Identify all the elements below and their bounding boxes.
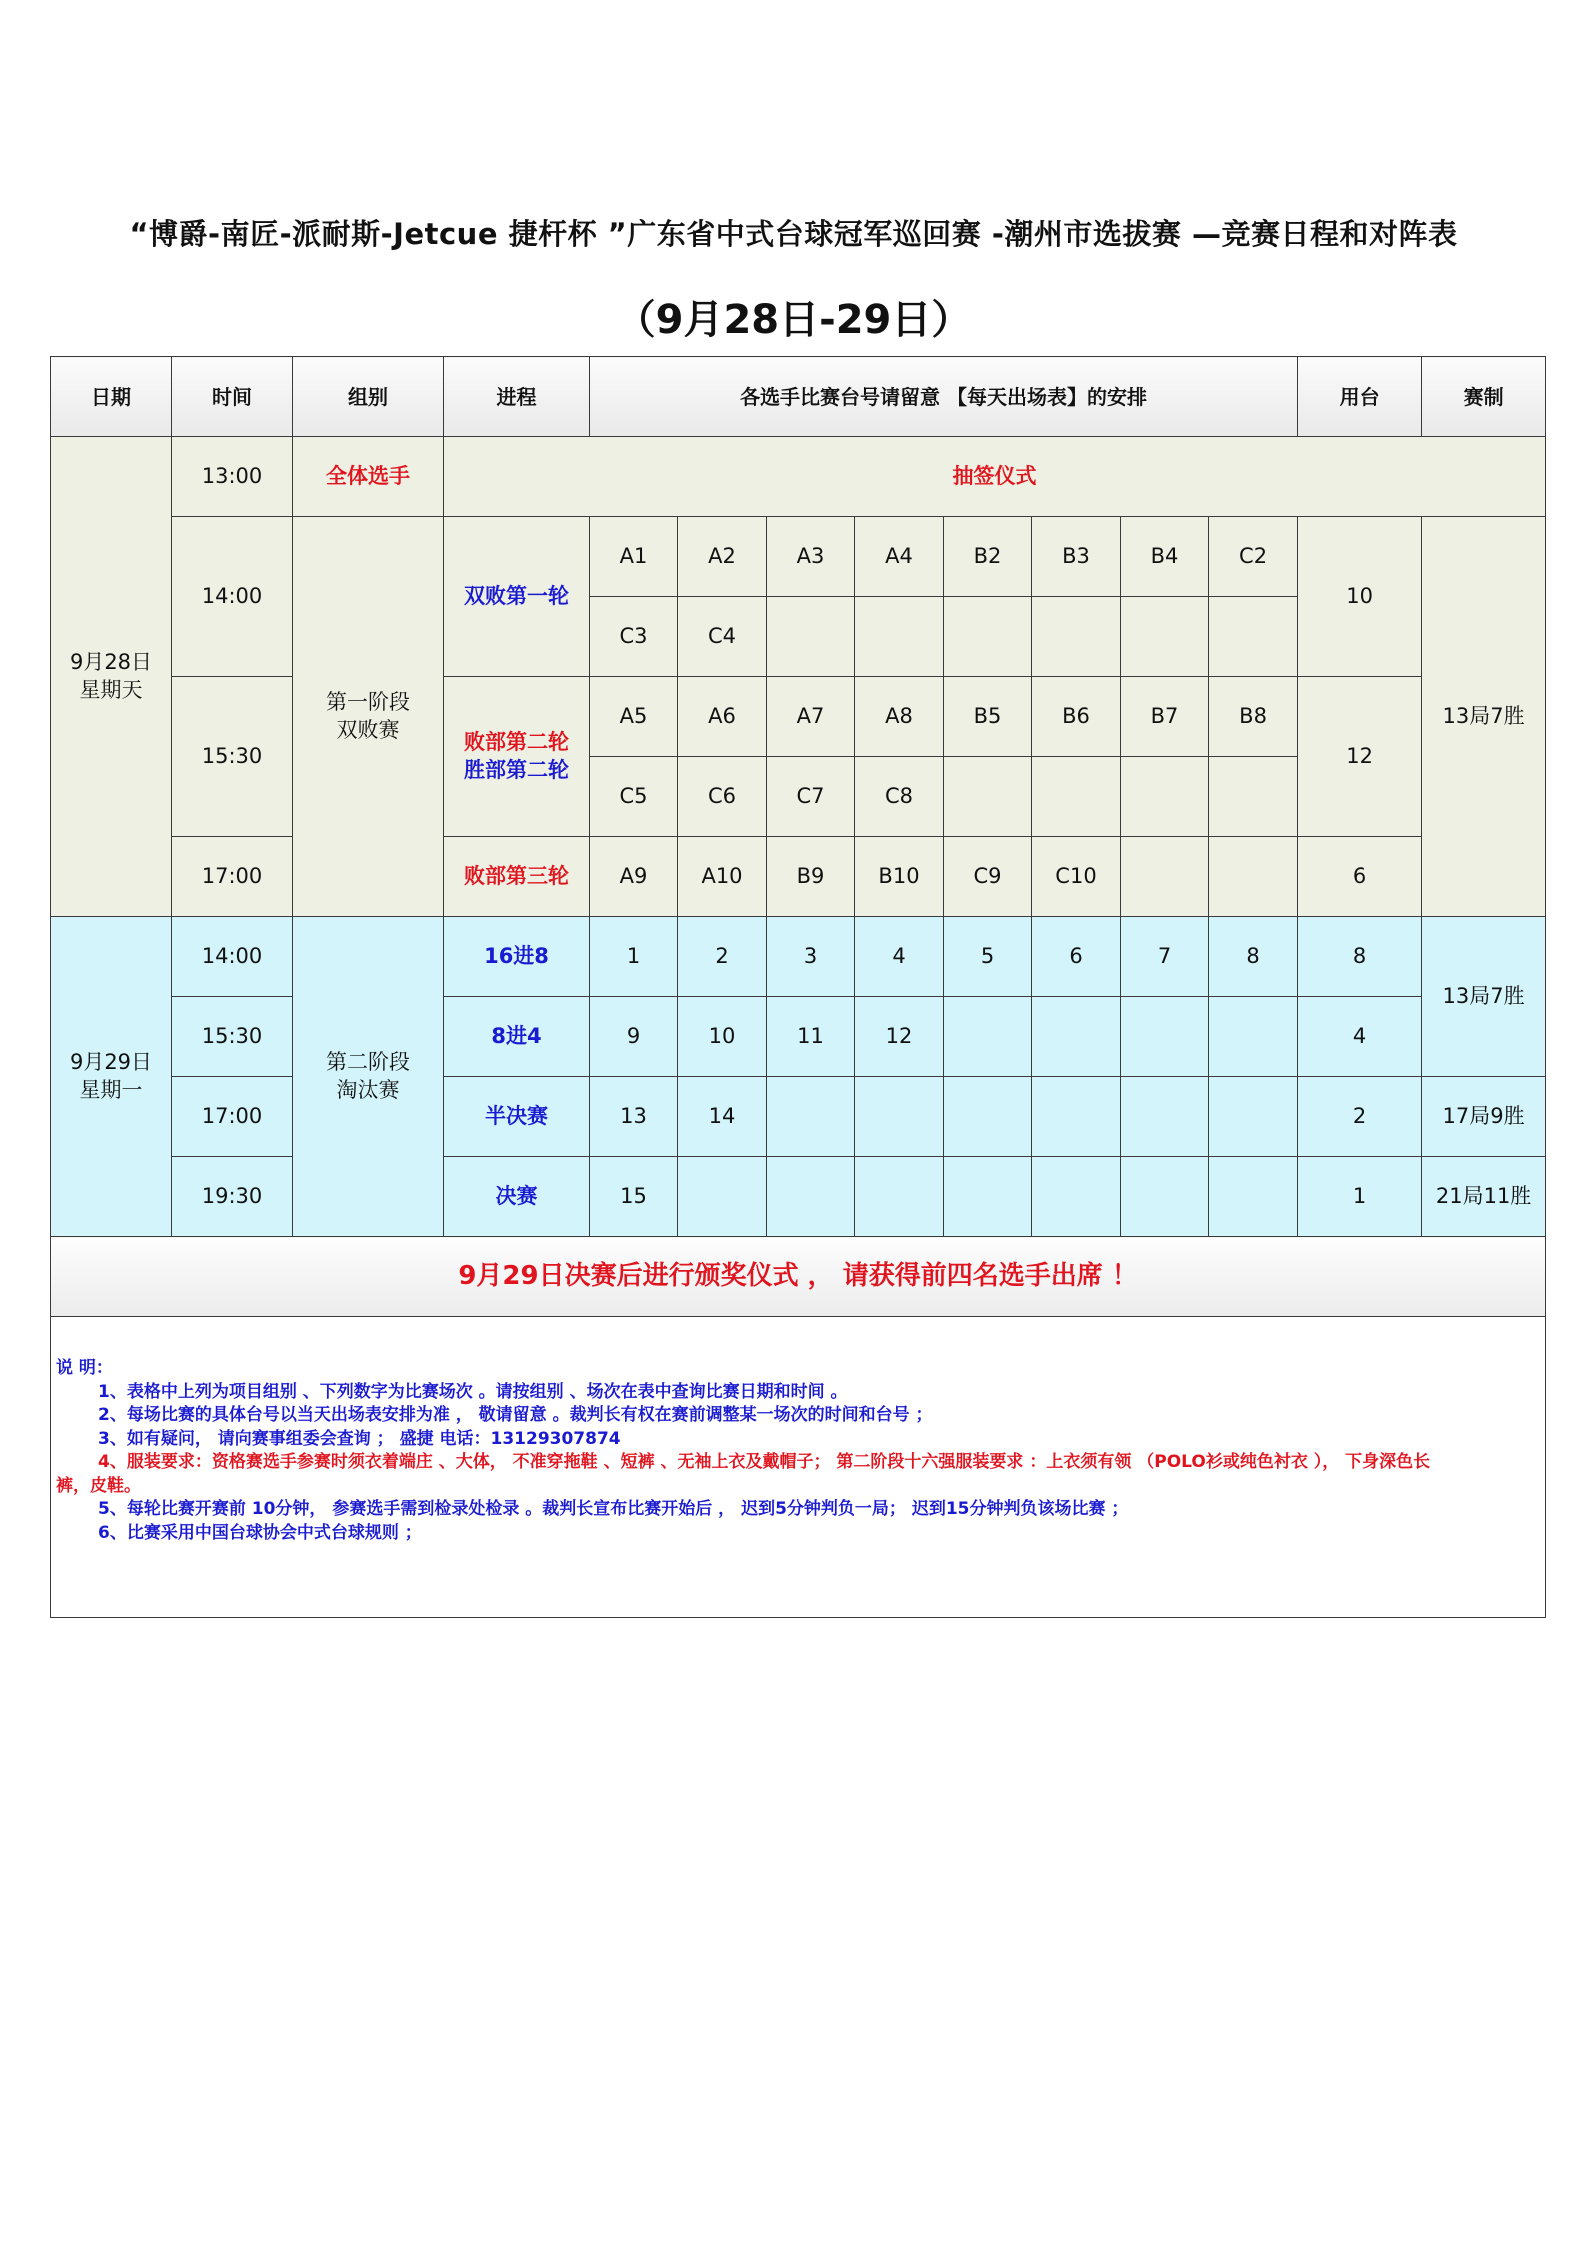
round-cell: 败部第三轮 bbox=[444, 837, 590, 917]
header-round: 进程 bbox=[444, 357, 590, 437]
match-cell: 12 bbox=[855, 997, 944, 1077]
time-cell: 13:00 bbox=[172, 437, 293, 517]
match-cell bbox=[1209, 837, 1298, 917]
time-cell: 15:30 bbox=[172, 677, 293, 837]
match-cell bbox=[1121, 597, 1209, 677]
match-cell bbox=[1121, 757, 1209, 837]
table-row bbox=[51, 1077, 1546, 1157]
match-cell: A6 bbox=[678, 677, 767, 757]
match-cell: B2 bbox=[944, 517, 1032, 597]
round-cell: 双败第一轮 bbox=[444, 517, 590, 677]
match-cell: A7 bbox=[767, 677, 855, 757]
table-row bbox=[51, 997, 1546, 1077]
match-cell bbox=[1121, 837, 1209, 917]
time-cell: 14:00 bbox=[172, 917, 293, 997]
match-cell: A10 bbox=[678, 837, 767, 917]
document-title: “博爵-南匠-派耐斯-Jetcue 捷杆杯 ”广东省中式台球冠军巡回赛 -潮州市选拔赛 —竞赛日程和对阵表 bbox=[129, 217, 1458, 251]
match-cell bbox=[944, 1157, 1032, 1237]
match-cell: 4 bbox=[855, 917, 944, 997]
header-date: 日期 bbox=[51, 357, 172, 437]
match-cell bbox=[767, 1157, 855, 1237]
match-cell: 14 bbox=[678, 1077, 767, 1157]
tables-used-cell: 8 bbox=[1298, 917, 1422, 997]
tables-used-cell: 6 bbox=[1298, 837, 1422, 917]
match-cell: A8 bbox=[855, 677, 944, 757]
match-cell bbox=[944, 757, 1032, 837]
match-cell: A1 bbox=[590, 517, 678, 597]
note-line-dress-code: 4、服装要求：资格赛选手参赛时须衣着端庄 、大体， 不准穿拖鞋 、短裤 、无袖上衣及戴帽子； 第二阶段十六强服装要求 ：上衣须有领 （POLO衫或纯色衬衣 ）， 下身深色长 bbox=[98, 1452, 1431, 1472]
match-cell bbox=[678, 1157, 767, 1237]
match-cell: A2 bbox=[678, 517, 767, 597]
format-cell: 13局7胜 bbox=[1422, 917, 1546, 1077]
round-label-winners: 胜部第二轮 bbox=[464, 757, 569, 782]
match-cell: 15 bbox=[590, 1157, 678, 1237]
match-cell: A5 bbox=[590, 677, 678, 757]
match-cell bbox=[767, 1077, 855, 1157]
format-cell: 13局7胜 bbox=[1422, 517, 1546, 917]
tables-used-cell: 4 bbox=[1298, 997, 1422, 1077]
stage1-name: 第一阶段 bbox=[326, 690, 410, 715]
match-cell: C7 bbox=[767, 757, 855, 837]
match-cell: B10 bbox=[855, 837, 944, 917]
match-cell: C9 bbox=[944, 837, 1032, 917]
match-cell: B5 bbox=[944, 677, 1032, 757]
match-cell: 11 bbox=[767, 997, 855, 1077]
note-line: 1、表格中上列为项目组别 、下列数字为比赛场次 。请按组别 、场次在表中查询比赛日期和时间 。 bbox=[98, 1381, 848, 1402]
tables-used-cell: 2 bbox=[1298, 1077, 1422, 1157]
time-cell: 19:30 bbox=[172, 1157, 293, 1237]
document-subtitle: （9月28日-29日） bbox=[615, 297, 972, 343]
notes-section bbox=[51, 1317, 1546, 1618]
header-tables-note: 各选手比赛台号请留意 【每天出场表】的安排 bbox=[590, 357, 1298, 437]
stage2-type: 淘汰赛 bbox=[336, 1077, 400, 1102]
match-cell: C4 bbox=[678, 597, 767, 677]
match-cell: 6 bbox=[1032, 917, 1121, 997]
notes-row bbox=[51, 1317, 1546, 1618]
match-cell: C6 bbox=[678, 757, 767, 837]
note-line: 3、如有疑问， 请向赛事组委会查询 ； 盛捷 电话：13129307874 bbox=[98, 1428, 621, 1449]
match-cell: B8 bbox=[1209, 677, 1298, 757]
round-label-losers: 败部第二轮 bbox=[464, 730, 569, 755]
header-row bbox=[51, 357, 1546, 437]
table-row bbox=[51, 917, 1546, 997]
match-cell bbox=[1209, 597, 1298, 677]
match-cell: 5 bbox=[944, 917, 1032, 997]
format-cell: 21局11胜 bbox=[1422, 1157, 1546, 1237]
day2-weekday: 星期一 bbox=[79, 1077, 143, 1102]
match-cell bbox=[855, 1157, 944, 1237]
match-cell: B7 bbox=[1121, 677, 1209, 757]
match-cell: C10 bbox=[1032, 837, 1121, 917]
note-line-dress-code-cont: 裤，皮鞋。 bbox=[56, 1475, 141, 1496]
match-cell bbox=[1032, 757, 1121, 837]
stage1-type: 双败赛 bbox=[336, 717, 400, 742]
time-cell: 17:00 bbox=[172, 1077, 293, 1157]
header-format: 赛制 bbox=[1422, 357, 1546, 437]
match-cell bbox=[855, 1077, 944, 1157]
match-cell: B3 bbox=[1032, 517, 1121, 597]
match-cell: C5 bbox=[590, 757, 678, 837]
draw-group: 全体选手 bbox=[293, 437, 444, 517]
time-cell: 14:00 bbox=[172, 517, 293, 677]
match-cell bbox=[1121, 1157, 1209, 1237]
match-cell: B6 bbox=[1032, 677, 1121, 757]
match-cell: A3 bbox=[767, 517, 855, 597]
tables-used-cell: 1 bbox=[1298, 1157, 1422, 1237]
round-cell bbox=[444, 677, 590, 837]
match-cell bbox=[1209, 997, 1298, 1077]
match-cell bbox=[767, 597, 855, 677]
round-cell: 16进8 bbox=[444, 917, 590, 997]
notes-heading: 说 明： bbox=[56, 1358, 113, 1378]
match-cell bbox=[1032, 1077, 1121, 1157]
stage1-cell bbox=[293, 517, 444, 917]
time-cell: 17:00 bbox=[172, 837, 293, 917]
format-cell: 17局9胜 bbox=[1422, 1077, 1546, 1157]
match-cell: A4 bbox=[855, 517, 944, 597]
stage2-name: 第二阶段 bbox=[326, 1050, 410, 1075]
table-row bbox=[51, 837, 1546, 917]
round-cell: 决赛 bbox=[444, 1157, 590, 1237]
match-cell bbox=[1209, 1077, 1298, 1157]
table-row bbox=[51, 677, 1546, 757]
round-cell: 半决赛 bbox=[444, 1077, 590, 1157]
match-cell: 10 bbox=[678, 997, 767, 1077]
match-cell bbox=[1121, 1077, 1209, 1157]
match-cell bbox=[1032, 1157, 1121, 1237]
match-cell: C2 bbox=[1209, 517, 1298, 597]
header-tables-used: 用台 bbox=[1298, 357, 1422, 437]
header-time: 时间 bbox=[172, 357, 293, 437]
match-cell bbox=[1121, 997, 1209, 1077]
match-cell bbox=[1032, 597, 1121, 677]
match-cell: A9 bbox=[590, 837, 678, 917]
note-line: 5、每轮比赛开赛前 10分钟， 参赛选手需到检录处检录 。裁判长宣布比赛开始后 ， 迟到5分钟判负一局； 迟到15分钟判负该场比赛 ； bbox=[98, 1499, 1129, 1519]
round-cell: 8进4 bbox=[444, 997, 590, 1077]
match-cell: 8 bbox=[1209, 917, 1298, 997]
match-cell: C8 bbox=[855, 757, 944, 837]
match-cell: 13 bbox=[590, 1077, 678, 1157]
match-cell bbox=[855, 597, 944, 677]
schedule-table bbox=[50, 356, 1546, 1618]
tables-used-cell: 12 bbox=[1298, 677, 1422, 837]
match-cell: C3 bbox=[590, 597, 678, 677]
match-cell bbox=[1209, 1157, 1298, 1237]
match-cell: 3 bbox=[767, 917, 855, 997]
match-cell: 1 bbox=[590, 917, 678, 997]
tables-used-cell: 10 bbox=[1298, 517, 1422, 677]
match-cell bbox=[1032, 997, 1121, 1077]
match-cell bbox=[1209, 757, 1298, 837]
table-row bbox=[51, 517, 1546, 597]
note-line: 2、每场比赛的具体台号以当天出场表安排为准 ， 敬请留意 。裁判长有权在赛前调整某一场次的时间和台号 ； bbox=[98, 1405, 933, 1425]
match-cell bbox=[944, 1077, 1032, 1157]
award-notice: 9月29日决赛后进行颁奖仪式 ， 请获得前四名选手出席 ！ bbox=[51, 1237, 1546, 1317]
header-group: 组别 bbox=[293, 357, 444, 437]
day2-date-cell bbox=[51, 917, 172, 1237]
day1-date-cell bbox=[51, 437, 172, 917]
match-cell: B4 bbox=[1121, 517, 1209, 597]
stage2-cell bbox=[293, 917, 444, 1237]
match-cell bbox=[944, 997, 1032, 1077]
day1-weekday: 星期天 bbox=[79, 677, 143, 702]
match-cell: 9 bbox=[590, 997, 678, 1077]
note-line: 6、比赛采用中国台球协会中式台球规则 ； bbox=[98, 1522, 422, 1543]
match-cell: 2 bbox=[678, 917, 767, 997]
time-cell: 15:30 bbox=[172, 997, 293, 1077]
day1-date: 9月28日 bbox=[69, 650, 153, 675]
table-row bbox=[51, 437, 1546, 517]
award-row bbox=[51, 1237, 1546, 1317]
match-cell: 7 bbox=[1121, 917, 1209, 997]
draw-ceremony: 抽签仪式 bbox=[444, 437, 1546, 517]
match-cell bbox=[944, 597, 1032, 677]
table-row bbox=[51, 1157, 1546, 1237]
day2-date: 9月29日 bbox=[69, 1050, 153, 1075]
match-cell: B9 bbox=[767, 837, 855, 917]
